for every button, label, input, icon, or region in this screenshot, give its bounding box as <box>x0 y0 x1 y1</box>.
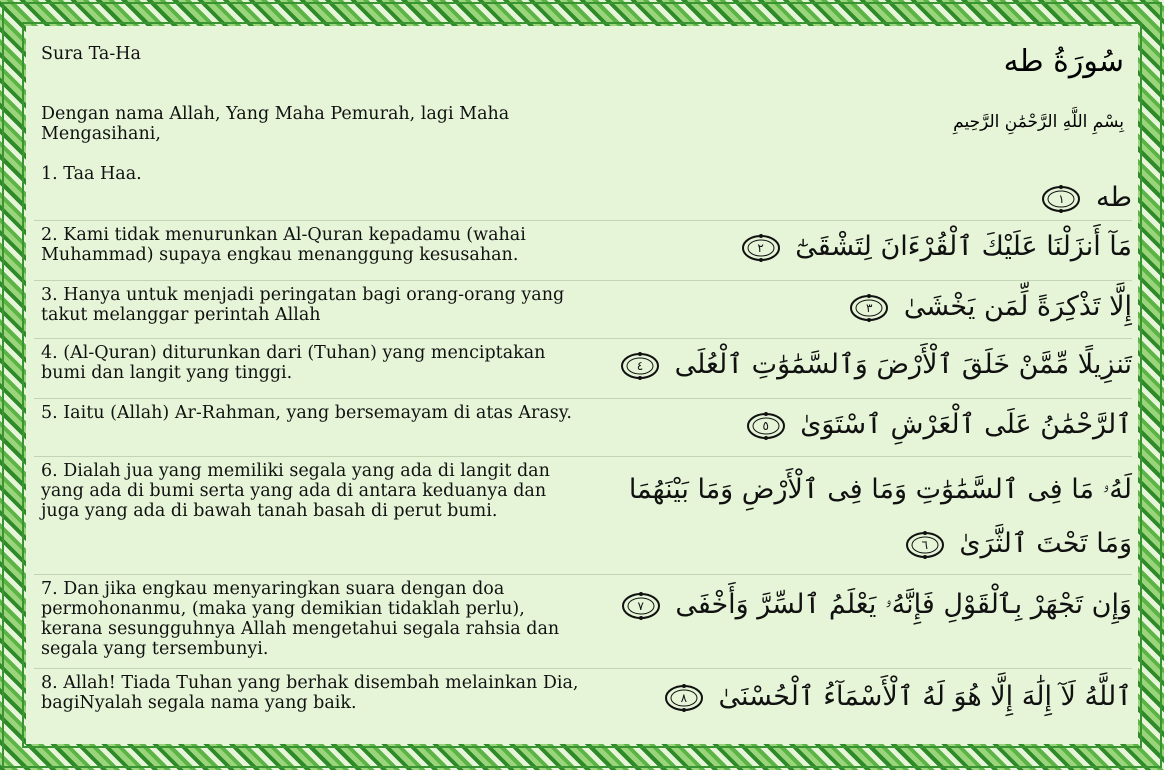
verse-row[interactable] <box>34 574 1132 669</box>
ayah-marker-icon <box>621 592 661 620</box>
verse-arabic-text: ٱللَّهُ لَآ إِلَٰهَ إِلَّا هُوَ لَهُ ٱلْأَسْمَآءُ ٱلْحُسْنَىٰ <box>718 681 1132 712</box>
verse-row[interactable] <box>34 338 1132 399</box>
bismillah-ms: Dengan nama Allah, Yang Maha Pemurah, lagi Maha Mengasihani, <box>41 104 510 144</box>
verse-arabic <box>658 677 1132 717</box>
verse-translation: 3. Hanya untuk menjadi peringatan bagi orang-orang yang takut melanggar perintah Allah <box>41 285 565 325</box>
verse-row[interactable] <box>34 162 1132 220</box>
verse-arabic <box>1035 178 1132 218</box>
ayah-marker-icon <box>664 684 704 712</box>
verse-arabic <box>615 585 1132 625</box>
ayah-number: ٧ <box>637 598 644 613</box>
ayah-marker-icon <box>741 234 781 262</box>
ayah-marker-icon <box>849 294 889 322</box>
verse-arabic-text: إِلَّا تَذْكِرَةً لِّمَن يَخْشَىٰ <box>903 291 1132 322</box>
verse-arabic-text: وَإِن تَجْهَرْ بِٱلْقَوْلِ فَإِنَّهُۥ يَعْلَمُ ٱلسِّرَّ وَأَخْفَى <box>675 589 1132 620</box>
verse-translation: 1. Taa Haa. <box>41 164 142 184</box>
verse-arabic <box>614 345 1132 385</box>
surah-title-row <box>34 44 1132 94</box>
verse-translation: 2. Kami tidak menurunkan Al-Quran kepadamu (wahai Muhammad) supaya engkau menanggung kesusahan. <box>41 225 526 265</box>
verse-row[interactable] <box>34 220 1132 281</box>
ayah-number: ٦ <box>921 537 929 552</box>
content-area <box>34 34 1132 738</box>
verse-arabic <box>740 405 1132 445</box>
surah-title-ms: Sura Ta-Ha <box>41 44 141 64</box>
verse-row[interactable] <box>34 456 1132 575</box>
verse-arabic <box>735 227 1132 267</box>
ayah-marker-icon <box>905 531 945 559</box>
verse-row[interactable] <box>34 668 1132 739</box>
verse-arabic <box>843 287 1132 327</box>
verse-row[interactable] <box>34 398 1132 457</box>
verse-arabic-text: طه <box>1096 182 1132 213</box>
verse-translation: 6. Dialah jua yang memiliki segala yang ada di langit dan yang ada di bumi serta yang ada di antara keduanya dan juga yang ada di bawah tanah basah di perut bumi. <box>41 461 550 521</box>
verse-translation: 4. (Al-Quran) diturunkan dari (Tuhan) yang menciptakan bumi dan langit yang tinggi. <box>41 343 546 383</box>
verse-arabic-text: مَآ أَنزَلْنَا عَلَيْكَ ٱلْقُرْءَانَ لِتَشْقَىٰٓ <box>795 231 1132 262</box>
ayah-number: ٣ <box>866 300 873 315</box>
bismillah-ar: بِسْمِ اللَّهِ الرَّحْمَٰنِ الرَّحِيمِ <box>953 112 1124 132</box>
verse-arabic <box>592 463 1132 571</box>
ayah-number: ٥ <box>762 418 769 433</box>
ayah-marker-icon <box>746 412 786 440</box>
verse-translation: 5. Iaitu (Allah) Ar-Rahman, yang bersemayam di atas Arasy. <box>41 403 572 423</box>
ayah-number: ٢ <box>757 240 764 255</box>
verse-row[interactable] <box>34 280 1132 339</box>
ayah-marker-icon <box>1041 185 1081 213</box>
ayah-number: ٨ <box>680 690 688 705</box>
verse-translation: 8. Allah! Tiada Tuhan yang berhak disembah melainkan Dia, bagiNyalah segala nama yang baik. <box>41 673 579 713</box>
ayah-marker-icon <box>620 352 660 380</box>
ayah-number: ٤ <box>636 358 644 373</box>
ayah-number: ١ <box>1058 191 1065 206</box>
verse-arabic-text: لَهُۥ مَا فِى ٱلسَّمَٰوَٰتِ وَمَا فِى ٱلْأَرْضِ وَمَا بَيْنَهُمَا وَمَا تَحْتَ ٱلثَّرَىٰ <box>628 474 1132 559</box>
verse-translation: 7. Dan jika engkau menyaringkan suara dengan doa permohonanmu, (maka yang demikian tidaklah perlu), kerana sesungguhnya Allah mengetahui segala rahsia dan segala yang tersembunyi. <box>41 579 560 659</box>
verse-arabic-text: ٱلرَّحْمَٰنُ عَلَى ٱلْعَرْشِ ٱسْتَوَىٰ <box>800 409 1132 440</box>
surah-title-ar: سُورَةُ طه <box>1003 44 1124 79</box>
verse-arabic-text: تَنزِيلًا مِّمَّنْ خَلَقَ ٱلْأَرْضَ وَٱلسَّمَٰوَٰتِ ٱلْعُلَى <box>674 349 1132 380</box>
